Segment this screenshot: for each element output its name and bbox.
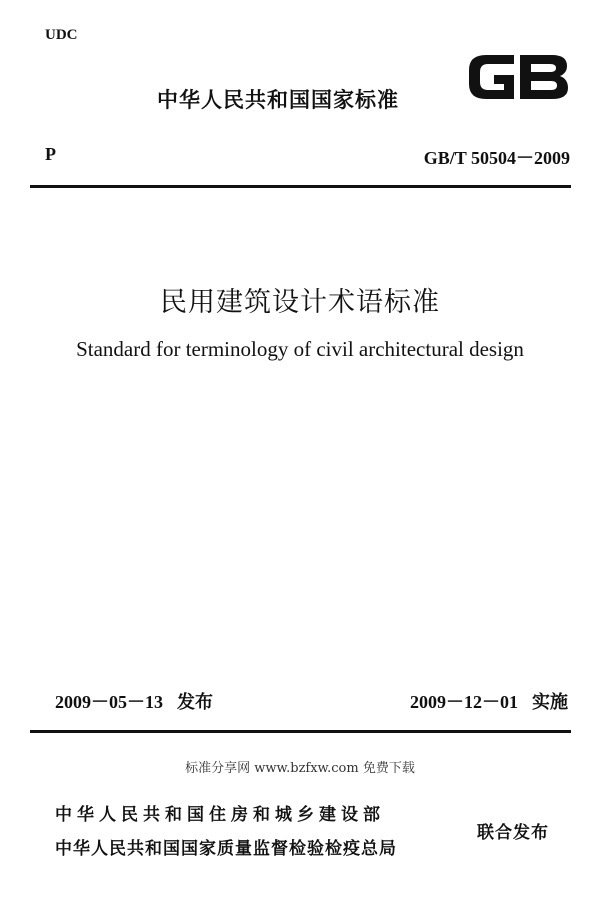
- national-standard-heading: 中华人民共和国国家标准: [157, 88, 399, 112]
- issue-label: 发布: [177, 692, 213, 713]
- implement-date: 2009－12－01: [410, 692, 518, 712]
- implement-label: 实施: [532, 692, 568, 713]
- title-chinese: 民用建筑设计术语标准: [160, 287, 440, 318]
- udc-label: UDC: [45, 27, 78, 43]
- title-english: Standard for terminology of civil architectural design: [76, 337, 524, 361]
- category-letter: P: [45, 144, 56, 164]
- issue-date: 2009－05－13: [55, 692, 163, 712]
- top-divider: [30, 185, 571, 188]
- watermark-text: 标准分享网 www.bzfxw.com 免费下载: [185, 761, 415, 776]
- issue-date-line: [55, 688, 213, 714]
- joint-release-label: 联合发布: [477, 823, 549, 843]
- implement-date-line: [410, 688, 568, 714]
- publisher-line-1: 中华人民共和国住房和城乡建设部: [55, 805, 385, 825]
- gb-logo-text: GB: [518, 104, 520, 105]
- bottom-divider: [30, 730, 571, 733]
- gb-logo-icon: [464, 48, 572, 106]
- publisher-line-2: 中华人民共和国国家质量监督检验检疫总局: [55, 839, 397, 859]
- standard-code: GB/T 50504－2009: [423, 148, 570, 168]
